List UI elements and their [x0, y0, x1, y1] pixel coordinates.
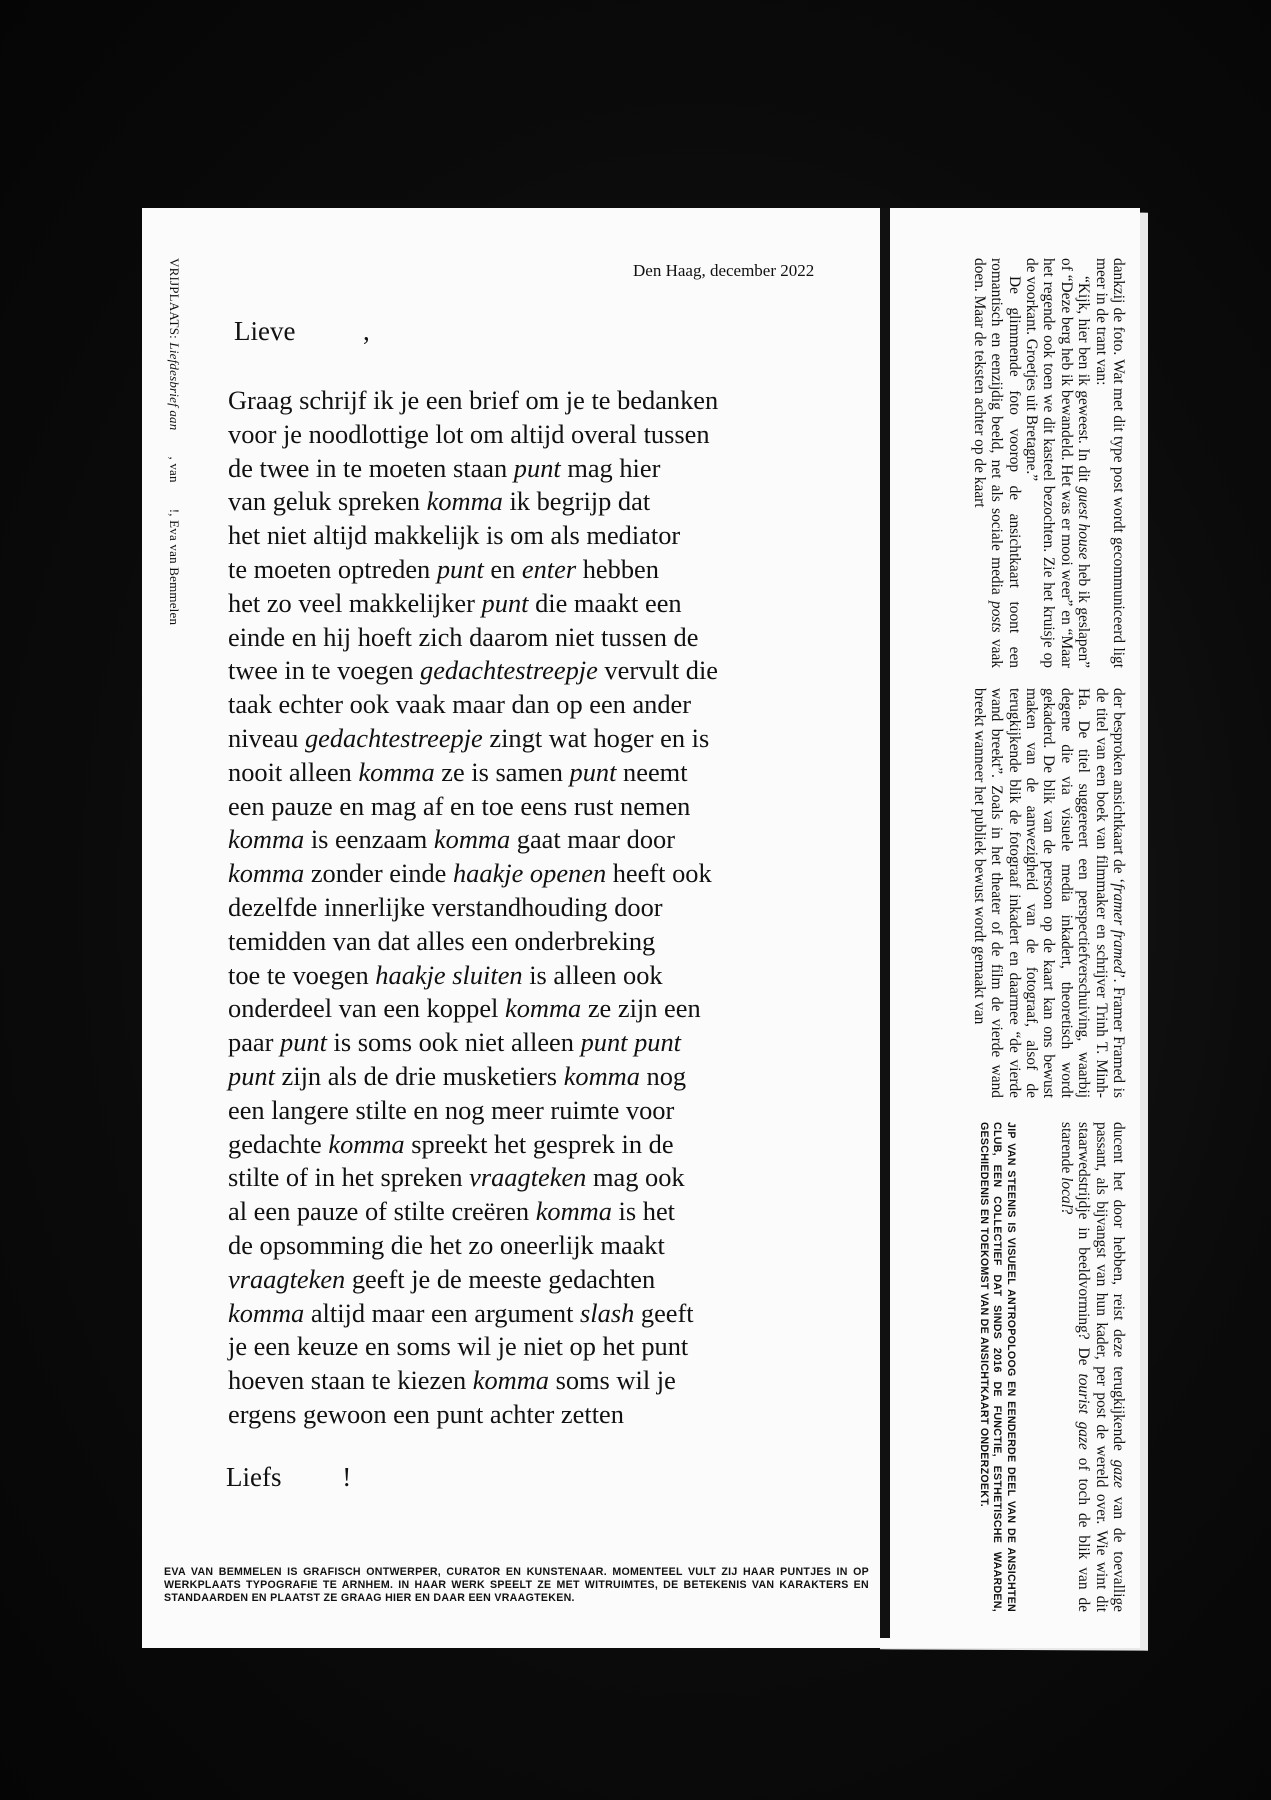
letter-text: is het de opsomming die het zo oneerlijk maakt: [228, 1196, 675, 1260]
essay-italic-term: gaze: [1110, 1459, 1127, 1488]
essay-text: ?: [1057, 1207, 1075, 1215]
letter-text: spreekt het gesprek in de stilte of in het spreken: [228, 1128, 674, 1193]
section-meta-vertical: [166, 258, 182, 625]
essay-text: of toch de blik van de starende: [1057, 1122, 1093, 1613]
letter-keyword: komma: [433, 824, 511, 855]
essay-paragraph: [970, 258, 1022, 668]
letter-keyword: punt: [513, 452, 561, 483]
essay-text: der besproken ansichtkaart de ‘: [1110, 688, 1127, 884]
letter-keyword: punt: [569, 756, 617, 787]
letter-keyword: gedachtestreepje: [420, 655, 598, 686]
letter-keyword: haakje sluiten: [375, 959, 523, 990]
letter-text: zonder einde: [304, 858, 453, 889]
essay-column-content: [907, 258, 1127, 1628]
letter-text: nog een langere stilte en nog meer ruimte voor gedachte: [228, 1060, 687, 1159]
letter-text: is alleen ook onderdeel van een koppel: [228, 959, 663, 1024]
author-bio-jip: JIP VAN STEENIS IS VISUEEL ANTROPOLOOG EN EENDERDE DEEL VAN DE ANSICHTEN CLUB, EEN COLLECTIEF DAT SINDS 2016 DE FUNCTIE, ESTHETISCHE WAARDEN, GESCHIEDENIS EN TOEKOMST VAN DE ANSICHTKAART ONDERZOEKT.: [977, 1122, 1017, 1612]
letter-text: ze is samen: [434, 756, 570, 787]
letter-text: Graag schrijf ik je een brief om je te bedanken voor je noodlottige lot om altijd overal tussen de twee in te moeten staan: [228, 385, 719, 483]
letter-keyword: punt: [481, 587, 529, 618]
letter-keyword: komma: [228, 858, 305, 889]
letter-text: ze zijn een paar: [228, 993, 701, 1058]
letter-keyword: vraagteken: [228, 1263, 346, 1294]
letter-text: is eenzaam: [304, 824, 434, 855]
letter-keyword: komma: [563, 1060, 640, 1091]
essay-text: heb ik geslapen” of “Deze berg heb ik bewandeld. Het was er mooi weer” en “Maar het regende ook toen we dit kasteel bezochten. Zie het kruisje op de voorkant. Groetjes uit Bretagne.”: [1022, 258, 1093, 668]
letter-keyword: slash: [580, 1297, 635, 1328]
letter-keyword: komma: [426, 486, 503, 517]
letter-keyword: punt: [280, 1027, 327, 1058]
letter-keyword: komma: [328, 1128, 405, 1159]
essay-paragraph: [1057, 1122, 1127, 1612]
letter-text: zijn als de drie musketiers: [274, 1060, 564, 1091]
letter-text: mag ook al een pauze of stilte creëren: [228, 1162, 685, 1227]
letter-text: geeft je een keuze en soms wil je niet op het punt hoeven staan te kiezen: [228, 1297, 694, 1396]
letter-text: soms wil je ergens gewoon een punt achter zetten: [228, 1365, 676, 1429]
meta-title: Liefdesbrief aan: [167, 342, 182, 431]
essay-paragraph: [970, 688, 1127, 1098]
magazine-page: [142, 208, 1140, 1648]
essay-text: van de toevallige passant, als bijvangst van hun kader, per post de wereld over. Wie wint dit staarwedstrijdje in beeldvorming? De: [1075, 1122, 1127, 1612]
letter-keyword: komma: [358, 756, 435, 787]
essay-text: De glimmende foto voorop de ansichtkaart toont een romantisch en eenzijdig beeld, net als sociale media: [988, 258, 1023, 668]
letter-text: geeft je de meeste gedachten: [351, 1263, 656, 1294]
essay-column-b: [970, 688, 1127, 1098]
letter-keyword: haakje openen: [452, 858, 607, 889]
letter-text: vervult die taak echter ook vaak maar dan op een ander niveau: [228, 655, 719, 753]
salutation: Lieve ,: [234, 316, 370, 346]
letter-text: die maakt een einde en hij hoeft zich daarom niet tussen de twee in te voegen: [228, 587, 699, 686]
letter-text: hebben het zo veel makkelijker: [228, 553, 659, 618]
meta-author: !, Eva van Bemmelen: [167, 508, 182, 626]
essay-paragraph: [1092, 258, 1127, 668]
essay-italic-term: posts: [988, 601, 1006, 633]
essay-text: “Kijk, hier ben ik geweest. In dit: [1075, 276, 1093, 487]
letter-keyword: vraagteken: [469, 1162, 587, 1193]
letter-text: gaat maar door: [516, 824, 676, 855]
letter-keyword: enter: [521, 553, 577, 584]
essay-italic-term: guest house: [1075, 486, 1093, 560]
essay-italic-term: framer framed: [1110, 883, 1127, 974]
letter-text: en: [483, 553, 522, 584]
essay-text: vaak doen. Maar de teksten achter op de kaart: [970, 258, 1006, 668]
letter-text: is soms ook niet alleen: [326, 1027, 581, 1058]
letter-keyword: punt: [436, 553, 484, 584]
essay-column-rotated: [907, 258, 1127, 1628]
letter-keyword: komma: [505, 993, 582, 1024]
letter-text: neemt een pauze en mag af en toe eens rust nemen: [228, 756, 691, 821]
letter-keyword: komma: [535, 1196, 612, 1227]
essay-column-a: [970, 258, 1127, 668]
letter-keyword: komma: [228, 1297, 305, 1328]
essay-column-c: [1057, 1122, 1127, 1612]
essay-text: ’. Framer Framed is de titel van een boek van filmmaker en schrijver Trinh T. Minh-Ha. De titel suggereert een perspectiefverschuiving, waarbij degene die via visuele media inkadert, theoretisch wordt gekaderd. De blik van de persoon op de kaart kan ons bewust maken van de aanwezigheid van de fotograaf, alsof de terugkijkende blik de fotograaf inkadert en daarmee “de vierde wand breekt”. Zoals in het theater of de film de vierde wand breekt wanneer het publiek bewust wordt gemaakt van: [970, 688, 1127, 1098]
essay-text: dankzij de foto. Wat met dit type post wordt gecommuniceerd ligt meer in de trant van:: [1092, 258, 1127, 668]
letter-keyword: punt punt punt: [228, 1027, 681, 1091]
author-bio-eva: EVA VAN BEMMELEN IS GRAFISCH ONTWERPER, CURATOR EN KUNSTENAAR. MOMENTEEL VULT ZIJ HAAR PUNTJES IN OP WERKPLAATS TYPOGRAFIE TE ARNHEM. IN HAAR WERK SPEELT ZE MET WITRUIMTES, DE BETEKENIS VAN KARAKTERS EN STANDAARDEN EN PLAATST ZE GRAAG HIER EN DAAR EEN VRAAGTEKEN.: [164, 1566, 869, 1604]
letter-text: ik begrijp dat het niet altijd makkelijk is om als mediator te moeten optreden: [228, 486, 681, 584]
essay-paragraph: [1023, 258, 1093, 668]
letter-keyword: gedachtestreepje: [304, 722, 483, 753]
column-divider: [880, 208, 890, 1638]
letter-body: [228, 384, 868, 1432]
closing: Liefs !: [226, 1462, 352, 1492]
letter-keyword: komma: [228, 824, 305, 855]
letter-keyword: komma: [472, 1365, 549, 1396]
meta-section-label: VRIJPLAATS:: [167, 258, 182, 343]
essay-italic-term: local: [1057, 1177, 1075, 1208]
letter-text: altijd maar een argument: [304, 1297, 581, 1328]
letter-text: zingt wat hoger en is nooit alleen: [228, 722, 710, 787]
letter-text: heeft ook dezelfde innerlijke verstandhouding door temidden van dat alles een onderbreking toe te voegen: [228, 858, 712, 990]
place-date: Den Haag, december 2022: [633, 261, 815, 280]
essay-text: ducent het door hebben, reist deze terugkijkende: [1110, 1122, 1127, 1460]
essay-italic-term: tourist gaze: [1075, 1373, 1093, 1450]
meta-from: , van: [167, 456, 182, 483]
letter-text: mag hier van geluk spreken: [228, 452, 661, 517]
